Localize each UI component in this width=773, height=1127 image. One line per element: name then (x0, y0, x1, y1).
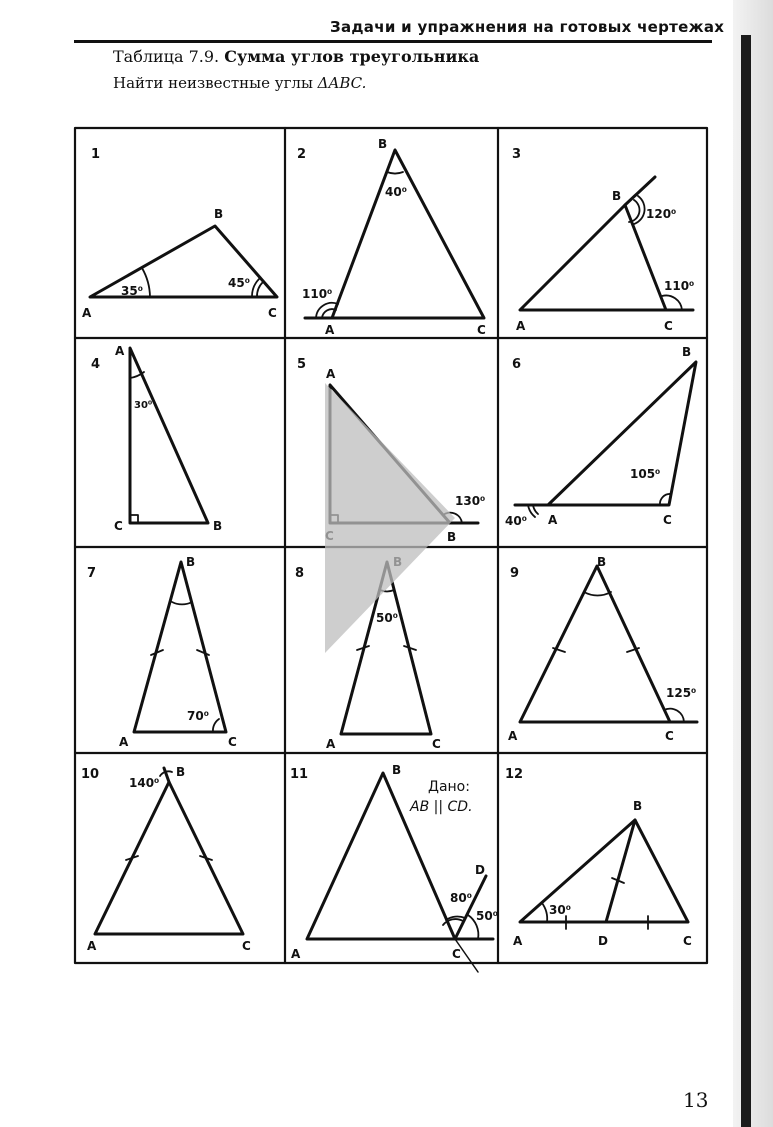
given-title: Дано: (428, 779, 470, 795)
angle-label: 110⁰ (302, 287, 333, 301)
triangle-figure-10 (87, 765, 251, 953)
vertex-label: C (452, 947, 461, 961)
running-head: Задачи и упражнения на готовых чертежах (330, 18, 725, 36)
vertex-label: B (214, 207, 224, 221)
angle-label: 40⁰ (505, 514, 527, 528)
angle-label: 30⁰ (549, 903, 571, 917)
cell-number-4: 4 (91, 357, 101, 372)
table-title: Сумма углов треугольника (224, 47, 480, 66)
vertex-label: C (477, 323, 486, 337)
vertex-label: D (598, 934, 608, 948)
vertex-label: A (508, 729, 518, 743)
vertex-label: A (516, 319, 526, 333)
vertex-label: A (513, 934, 523, 948)
angle-label: 105⁰ (630, 467, 661, 481)
vertex-label: A (291, 947, 301, 961)
vertex-label: D (475, 863, 485, 877)
vertex-label: A (82, 306, 92, 320)
vertex-label: C (664, 319, 673, 333)
vertex-label: B (392, 763, 402, 777)
table-label: Таблица 7.9. (113, 47, 220, 66)
angle-label: 130⁰ (455, 494, 486, 508)
vertex-label: A (326, 367, 336, 381)
cell-number-12: 12 (505, 767, 524, 782)
triangle-figure-12 (513, 799, 692, 948)
vertex-label: C (228, 735, 237, 749)
cell-number-5: 5 (297, 357, 307, 372)
angle-label: 45⁰ (228, 276, 250, 290)
cell-number-3: 3 (512, 147, 522, 162)
vertex-label: B (176, 765, 186, 779)
vertex-label: C (683, 934, 692, 948)
vertex-label: C (242, 939, 251, 953)
cell-number-9: 9 (510, 566, 520, 581)
cell-number-6: 6 (512, 357, 522, 372)
vertex-label: A (115, 344, 125, 358)
angle-label: 50⁰ (376, 611, 398, 625)
vertex-label: B (682, 345, 692, 359)
vertex-label: A (548, 513, 558, 527)
angle-label: 125⁰ (666, 686, 697, 700)
angle-label: 30⁰ (134, 400, 153, 411)
angle-label: 35⁰ (121, 284, 143, 298)
vertex-label: B (597, 555, 607, 569)
vertex-label: B (186, 555, 196, 569)
angle-label: 120⁰ (646, 207, 677, 221)
vertex-label: A (119, 735, 129, 749)
triangle-figure-9 (508, 555, 697, 743)
angle-label: 50⁰ (476, 909, 498, 923)
vertex-label: B (213, 519, 223, 533)
vertex-label: C (114, 519, 123, 533)
vertex-label: C (665, 729, 674, 743)
vertex-label: C (663, 513, 672, 527)
vertex-label: A (326, 737, 336, 751)
vertex-label: C (432, 737, 441, 751)
task-triangle: ΔABC. (317, 74, 367, 92)
triangle-figure-2 (302, 137, 486, 337)
cell-number-1: 1 (91, 147, 101, 162)
vertex-label: B (447, 530, 457, 544)
angle-label: 110⁰ (664, 279, 695, 293)
given-text: AB || CD. (410, 799, 473, 815)
triangle-figure-7 (119, 555, 237, 749)
vertex-label: B (378, 137, 388, 151)
vertex-label: C (268, 306, 277, 320)
cell-number-2: 2 (297, 147, 307, 162)
vertex-label: B (612, 189, 622, 203)
vertex-label: A (87, 939, 97, 953)
triangle-figure-3 (516, 177, 694, 333)
triangle-figure-6 (505, 345, 696, 528)
cell-number-8: 8 (295, 566, 305, 581)
angle-label: 70⁰ (187, 709, 209, 723)
angle-label: 40⁰ (385, 185, 407, 199)
vertex-label: B (633, 799, 643, 813)
cell-number-10: 10 (81, 767, 100, 782)
cell-number-11: 11 (290, 767, 309, 782)
task-text: Найти неизвестные углы (113, 74, 318, 92)
triangle-figure-4 (114, 344, 222, 533)
triangle-figure-1 (82, 207, 277, 320)
triangle-figure-11 (291, 763, 498, 972)
vertex-label: A (325, 323, 335, 337)
play-icon[interactable] (325, 383, 455, 653)
angle-label: 140⁰ (129, 776, 160, 790)
angle-label: 80⁰ (450, 891, 472, 905)
page-number: 13 (683, 1088, 709, 1112)
cell-number-7: 7 (87, 566, 97, 581)
